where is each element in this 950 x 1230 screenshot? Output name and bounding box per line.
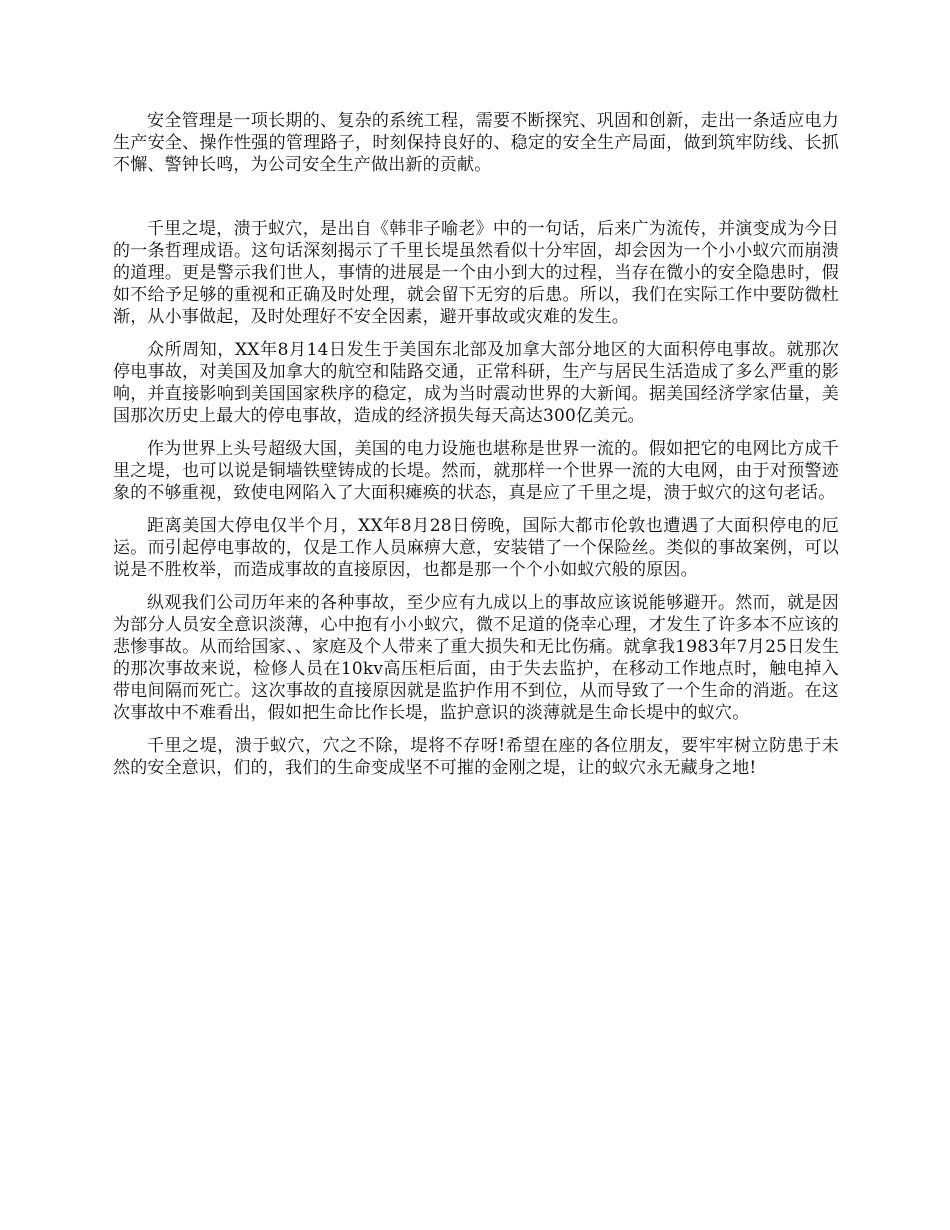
paragraph-london-blackout: 距离美国大停电仅半个月，XX年8月28日傍晚，国际大都市伦敦也遭遇了大面积停电的厄运。而引起停电事故的，仅是工作人员麻痹大意，安装错了一个保险丝。类似的事故案例，可以说是不胜枚举，而造成事故的直接原因，也都是那一个个小如蚁穴般的原因。 — [113, 516, 839, 580]
paragraph-spacer — [113, 328, 839, 339]
paragraph-spacer — [113, 504, 839, 515]
paragraph-us-grid: 作为世界上头号超级大国，美国的电力设施也堪称是世界一流的。假如把它的电网比方成千里之堤，也可以说是铜墙铁壁铸成的长堤。然而，就那样一个世界一流的大电网，由于对预警迹象的不够重视，致使电网陷入了大面积瘫痪的状态，真是应了千里之堤，溃于蚁穴的这句老话。 — [113, 439, 839, 503]
paragraph-spacer — [113, 427, 839, 438]
paragraph-intro: 安全管理是一项长期的、复杂的系统工程，需要不断探究、巩固和创新，走出一条适应电力生产安全、操作性强的管理路子，时刻保持良好的、稳定的安全生产局面，做到筑牢防线、长抓不懈、警钟长鸣，为公司安全生产做出新的贡献。 — [113, 111, 839, 175]
paragraph-company-accidents: 纵观我们公司历年来的各种事故，至少应有九成以上的事故应该说能够避开。然而，就是因为部分人员安全意识淡薄，心中抱有小小蚁穴，微不足道的侥幸心理，才发生了许多本不应该的悲惨事故。从而给国家、、家庭及个人带来了重大损失和无比伤痛。就拿我1983年7月25日发生的那次事故来说，检修人员在10kv高压柜后面，由于失去监护，在移动工作地点时，触电掉入带电间隔而死亡。这次事故的直接原因就是监护作用不到位，从而导致了一个生命的消逝。在这次事故中不难看出，假如把生命比作长堤，监护意识的淡薄就是生命长堤中的蚁穴。 — [113, 593, 839, 723]
document-page — [113, 110, 839, 779]
section-spacer — [113, 176, 839, 218]
paragraph-conclusion: 千里之堤，溃于蚁穴，穴之不除，堤将不存呀!希望在座的各位朋友，要牢牢树立防患于未然的安全意识，们的，我们的生命变成坚不可摧的金刚之堤，让的蚁穴永无藏身之地! — [113, 736, 839, 778]
paragraph-spacer — [113, 724, 839, 735]
paragraph-proverb-origin: 千里之堤，溃于蚁穴，是出自《韩非子喻老》中的一句话，后来广为流传，并演变成为今日的一条哲理成语。这句话深刻揭示了千里长堤虽然看似十分牢固，却会因为一个小小蚁穴而崩溃的道理。更是警示我们世人，事情的进展是一个由小到大的过程，当存在微小的安全隐患时，假如不给予足够的重视和正确及时处理，就会留下无穷的后患。所以，我们在实际工作中要防微杜渐，从小事做起，及时处理好不安全因素，避开事故或灾难的发生。 — [113, 219, 839, 327]
paragraph-us-blackout: 众所周知，XX年8月14日发生于美国东北部及加拿大部分地区的大面积停电事故。就那次停电事故，对美国及加拿大的航空和陆路交通，正常科研，生产与居民生活造成了多么严重的影响，并直接影响到美国国家秩序的稳定，成为当时震动世界的大新闻。据美国经济学家估量，美国那次历史上最大的停电事故，造成的经济损失每天高达300亿美元。 — [113, 340, 839, 426]
paragraph-spacer — [113, 581, 839, 592]
